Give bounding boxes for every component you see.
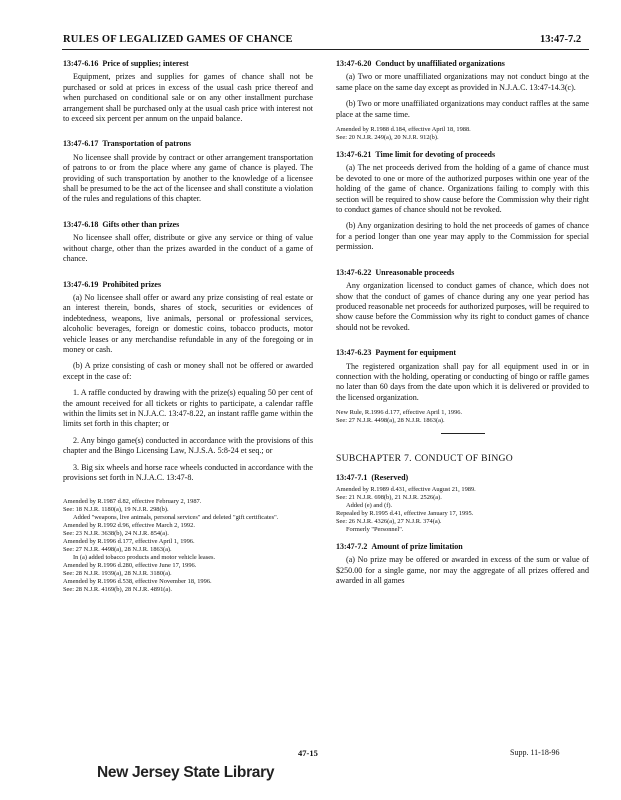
section-heading: 13:47-6.20 Conduct by unaffiliated organizations xyxy=(336,59,505,68)
section-heading: 13:47-6.16 Price of supplies; interest xyxy=(63,59,189,68)
left-column xyxy=(63,59,313,602)
paragraph: Equipment, prizes and supplies for games of chance shall not be purchased or sold at prices in excess of the usual cash price thereof and when purchased on conditional sale or on any other installment purchase arrangement shall be purchased only at the usual cash price with interest not to exceed six percent per annum on the unpaid balance. xyxy=(63,72,313,124)
history-note: Amended by R.1987 d.82, effective February 2, 1987. See: 18 N.J.R. 1180(a), 19 N.J.R. 298(b). Added "weapons, live animals, personal services" and deleted "gift certificates". Amended by R.1992 d.96, effective March 2, 1992. See: 23 N.J.R. 3638(b), 24 N.J.R. 854(a). Amended by R.1996 d.177, effective April 1, 1996. See: 27 N.J.R. 4498(a), 28 N.J.R. 1863(a). In (a) added tobacco products and motor vehicle leases. Amended by R.1996 d.280, effective June 17, 1996. See: 28 N.J.R. 1939(a), 28 N.J.R. 3180(a). Amended by R.1996 d.538, effective November 18, 1996. See: 28 N.J.R. 4169(b), 28 N.J.R. 4891(a). xyxy=(63,498,279,594)
list-item: 2. Any bingo game(s) conducted in accordance with the provisions of this chapter and the Bingo Licensing Law, N.J.S.A. 5:8-24 et seq.; or xyxy=(63,435,313,456)
paragraph: (a) No prize may be offered or awarded in excess of the sum or value of $250.00 for a single game, nor may the aggregate of all prizes offered and awarded in all games xyxy=(336,555,589,586)
paragraph: The registered organization shall pay for all equipment used in or in connection with the holding, operating or conducting of bingo or raffle games no later than 60 days from the date upon which it is delivered or provided to the licensed organization. xyxy=(336,361,589,402)
subchapter-heading: SUBCHAPTER 7. CONDUCT OF BINGO xyxy=(336,453,514,465)
library-stamp: New Jersey State Library xyxy=(97,764,275,781)
section-heading: 13:47-7.1 (Reserved) xyxy=(336,472,409,482)
supplement-date: Supp. 11-18-96 xyxy=(510,748,560,757)
section-heading: 13:47-6.17 Transportation of patrons xyxy=(63,139,191,149)
history-note: New Rule, R.1996 d.177, effective April 1, 1996. See: 27 N.J.R. 4498(a), 28 N.J.R. 1863(a). xyxy=(336,409,463,425)
running-header-code: 13:47-7.2 xyxy=(540,34,582,45)
paragraph: No licensee shall provide by contract or other arrangement transportation of patrons to or from the place where any game of chance is played. The providing of such transportation by another to the knowledge of a licensee shall be presumed to be the act of the licensee and shall constitute a violation of the rules and regulations of this chapter. xyxy=(63,152,313,204)
section-divider xyxy=(441,433,485,434)
paragraph: (b) Any organization desiring to hold the net proceeds of games of chance for a period longer than one year may apply to the Commission for special permission. xyxy=(336,221,589,252)
section-heading: 13:47-6.19 Prohibited prizes xyxy=(63,279,162,289)
paragraph: (b) A prize consisting of cash or money shall not be offered or awarded except in the case of: xyxy=(63,361,313,381)
list-item: 3. Big six wheels and horse race wheels conducted in accordance with the provisions set forth in N.J.A.C. 13:47-8. xyxy=(63,462,313,482)
header-rule xyxy=(62,49,589,50)
paragraph: No licensee shall offer, distribute or give any service or thing of value without charge, other than the prizes awarded in the conduct of a game of chance. xyxy=(63,233,313,264)
section-heading: 13:47-6.18 Gifts other than prizes xyxy=(63,219,180,229)
paragraph: Any organization licensed to conduct games of chance, which does not show that the conduct of games of chance during any one year period has produced reasonable net proceeds for authorized purposes, will be required to show cause before the Commission why its right to conduct games of chance should not be revoked. xyxy=(336,281,589,332)
page-number: 47-15 xyxy=(298,748,318,758)
section-heading: 13:47-7.2 Amount of prize limitation xyxy=(336,541,463,551)
history-note: Amended by R.1989 d.431, effective August 21, 1989. See: 21 N.J.R. 698(b), 21 N.J.R. 2526(a). Added (e) and (f). Repealed by R.1995 d.41, effective January 17, 1995. See: 26 N.J.R. 4326(a), 27 N.J.R. 374(a). Formerly "Personnel". xyxy=(336,485,476,533)
section-heading: 13:47-6.23 Payment for equipment xyxy=(336,348,457,358)
paragraph: (a) The net proceeds derived from the holding of a game of chance must be devoted to one or more of the authorized purposes within one year of the holding of the game of chance. Organizations failing to comply with this section will be required to show cause before the Commission why their right to conduct games of chance should not be revoked. xyxy=(336,163,589,215)
section-heading: 13:47-6.22 Unreasonable proceeds xyxy=(336,267,455,277)
list-item: 1. A raffle conducted by drawing with the prize(s) equaling 50 per cent of the amount received for all tickets or rights to participate, a calendar raffle within the limits set in N.J.A.C. 13:47-8.22, an instant raffle game within the limits set forth in this chapter; or xyxy=(63,388,313,429)
paragraph: (b) Two or more unaffiliated organizations may conduct raffles at the same place at the same time. xyxy=(336,99,589,119)
section-heading: 13:47-6.21 Time limit for devoting of proceeds xyxy=(336,150,496,160)
right-column xyxy=(336,59,589,593)
running-header-title: RULES OF LEGALIZED GAMES OF CHANCE xyxy=(63,34,293,45)
paragraph: (a) Two or more unaffiliated organizations may not conduct bingo at the same place on the same day except as provided in N.J.A.C. 13:47-14.3(c). xyxy=(336,72,589,92)
history-note: Amended by R.1988 d.184, effective April 18, 1988. See: 20 N.J.R. 249(a), 20 N.J.R. 912(b). xyxy=(336,126,471,142)
paragraph: (a) No licensee shall offer or award any prize consisting of real estate or an interest therein, bonds, shares of stock, securities or evidences of indebtedness, weapons, live animals, personal or professional services, alcoholic beverages, foreign or domestic coins, tobacco products, motor vehicle leases or any merchandise refundable in any of the foregoing or in money or cash. xyxy=(63,292,313,354)
